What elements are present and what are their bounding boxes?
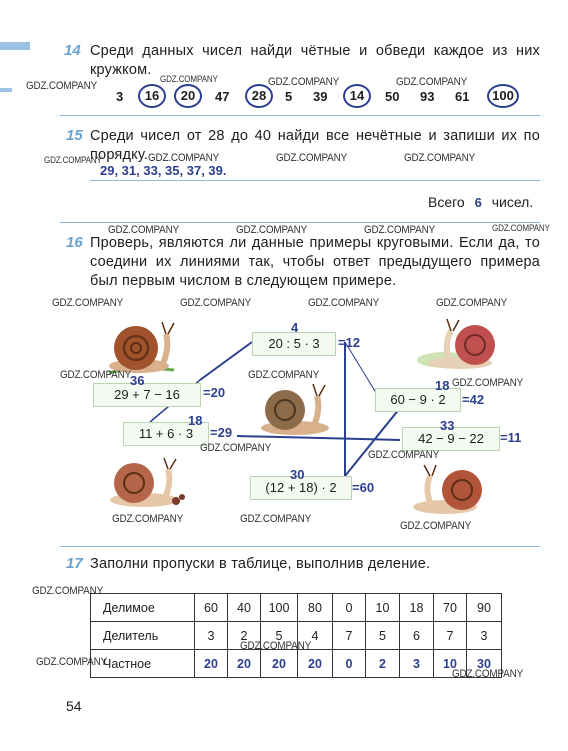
handwritten-answer: 29, 31, 33, 35, 37, 39. xyxy=(100,163,227,178)
table-cell: 7 xyxy=(333,622,366,650)
number: 5 xyxy=(285,89,293,104)
watermark: GDZ.COMPANY xyxy=(108,224,180,236)
example-box xyxy=(252,332,336,356)
watermark: GDZ.COMPANY xyxy=(240,640,312,652)
task-number: 17 xyxy=(66,555,83,572)
table-cell: 3 xyxy=(195,622,228,650)
table-cell-answer: 30 xyxy=(467,650,502,678)
table-cell: 5 xyxy=(261,622,298,650)
watermark: GDZ.COMPANY xyxy=(36,656,108,668)
number-circled: 28 xyxy=(245,84,273,108)
table-cell: 5 xyxy=(366,622,400,650)
example-mark: 33 xyxy=(440,418,455,433)
total-value: 6 xyxy=(474,195,482,210)
divider-line xyxy=(60,546,540,547)
watermark: GDZ.COMPANY xyxy=(26,80,98,92)
number-circled: 100 xyxy=(487,84,519,108)
watermark: GDZ.COMPANY xyxy=(248,369,320,381)
table-cell-answer: 20 xyxy=(298,650,333,678)
table-cell: 60 xyxy=(195,594,228,622)
table-cell: 7 xyxy=(434,622,467,650)
row-label: Делитель xyxy=(91,622,195,650)
division-table xyxy=(90,593,502,678)
example-expression: 42 − 9 − 22 xyxy=(418,431,484,446)
number: 47 xyxy=(215,89,230,104)
watermark: GDZ.COMPANY xyxy=(60,369,132,381)
task-text: Проверь, являются ли данные примеры круговыми. Если да, то соедини их линиями так, чтобы ответ предыдущего примера был первым числом в следующем примере. xyxy=(90,235,540,289)
task-number: 14 xyxy=(64,42,81,59)
example-expression: (12 + 18) · 2 xyxy=(265,480,337,495)
watermark: GDZ.COMPANY xyxy=(368,449,440,461)
page-number: 54 xyxy=(66,698,82,714)
example-answer: =11 xyxy=(500,430,522,445)
number-circled: 14 xyxy=(343,84,371,108)
task-number: 15 xyxy=(66,127,83,144)
example-box xyxy=(93,383,201,407)
table-cell: 40 xyxy=(228,594,261,622)
example-expression: 60 − 9 · 2 xyxy=(390,392,446,407)
watermark: GDZ.COMPANY xyxy=(44,155,102,165)
watermark: GDZ.COMPANY xyxy=(452,377,524,389)
row-label: Делимое xyxy=(91,594,195,622)
watermark: GDZ.COMPANY xyxy=(32,585,104,597)
row-label: Частное xyxy=(91,650,195,678)
example-mark: 18 xyxy=(188,413,203,428)
watermark: GDZ.COMPANY xyxy=(180,297,252,309)
number-circled: 20 xyxy=(174,84,202,108)
example-expression: 20 : 5 · 3 xyxy=(268,336,320,351)
task-text: Среди данных чисел найди чётные и обведи каждое из них кружком. xyxy=(90,43,540,78)
watermark: GDZ.COMPANY xyxy=(436,297,508,309)
task-text: Заполни пропуски в таблице, выполнив деление. xyxy=(90,556,431,572)
number: 93 xyxy=(420,89,435,104)
example-mark: 36 xyxy=(130,373,145,388)
example-expression: 11 + 6 · 3 xyxy=(138,426,194,441)
table-cell: 70 xyxy=(434,594,467,622)
watermark: GDZ.COMPANY xyxy=(52,297,124,309)
watermark: GDZ.COMPANY xyxy=(268,76,340,88)
total-suffix: чисел. xyxy=(491,194,534,210)
watermark: GDZ.COMPANY xyxy=(364,224,436,236)
table-cell: 18 xyxy=(400,594,434,622)
example-answer: =12 xyxy=(338,335,361,350)
example-mark: 4 xyxy=(291,320,299,335)
number-circled: 16 xyxy=(138,84,166,108)
watermark: GDZ.COMPANY xyxy=(236,224,308,236)
task-text: Среди чисел от 28 до 40 найди все нечётные и запиши их по порядку. xyxy=(90,128,540,163)
watermark: GDZ.COMPANY xyxy=(396,76,468,88)
table-cell-answer: 20 xyxy=(228,650,261,678)
watermark: GDZ.COMPANY xyxy=(276,152,348,164)
table-cell-answer: 10 xyxy=(434,650,467,678)
table-cell-answer: 20 xyxy=(261,650,298,678)
table-row-quotient xyxy=(91,650,502,678)
example-answer: =42 xyxy=(462,392,485,407)
table-cell: 100 xyxy=(261,594,298,622)
table-cell: 0 xyxy=(333,594,366,622)
example-mark: 30 xyxy=(290,467,305,482)
example-mark: 18 xyxy=(435,378,450,393)
table-cell: 90 xyxy=(467,594,502,622)
watermark: GDZ.COMPANY xyxy=(160,74,218,84)
number: 61 xyxy=(455,89,470,104)
table-cell: 6 xyxy=(400,622,434,650)
watermark: GDZ.COMPANY xyxy=(148,152,220,164)
table-cell: 80 xyxy=(298,594,333,622)
watermark: GDZ.COMPANY xyxy=(308,297,380,309)
watermark: GDZ.COMPANY xyxy=(452,668,524,680)
table-cell-answer: 2 xyxy=(366,650,400,678)
watermark: GDZ.COMPANY xyxy=(240,513,312,525)
watermark: GDZ.COMPANY xyxy=(200,442,272,454)
table-cell: 10 xyxy=(366,594,400,622)
watermark: GDZ.COMPANY xyxy=(492,223,550,233)
number: 39 xyxy=(313,89,328,104)
table-row-dividend xyxy=(91,594,502,622)
total-prefix: Всего xyxy=(428,194,465,210)
watermark: GDZ.COMPANY xyxy=(400,520,472,532)
watermark: GDZ.COMPANY xyxy=(112,513,184,525)
table-cell: 3 xyxy=(467,622,502,650)
table-cell: 4 xyxy=(298,622,333,650)
table-cell-answer: 20 xyxy=(195,650,228,678)
example-answer: =20 xyxy=(203,385,226,400)
example-answer: =29 xyxy=(210,425,233,440)
example-answer: =60 xyxy=(352,480,375,495)
task-number: 16 xyxy=(66,234,83,251)
number: 50 xyxy=(385,89,400,104)
watermark: GDZ.COMPANY xyxy=(404,152,476,164)
number: 3 xyxy=(116,89,124,104)
example-expression: 29 + 7 − 16 xyxy=(114,387,180,402)
table-cell: 2 xyxy=(228,622,261,650)
table-cell-answer: 0 xyxy=(333,650,366,678)
table-cell-answer: 3 xyxy=(400,650,434,678)
